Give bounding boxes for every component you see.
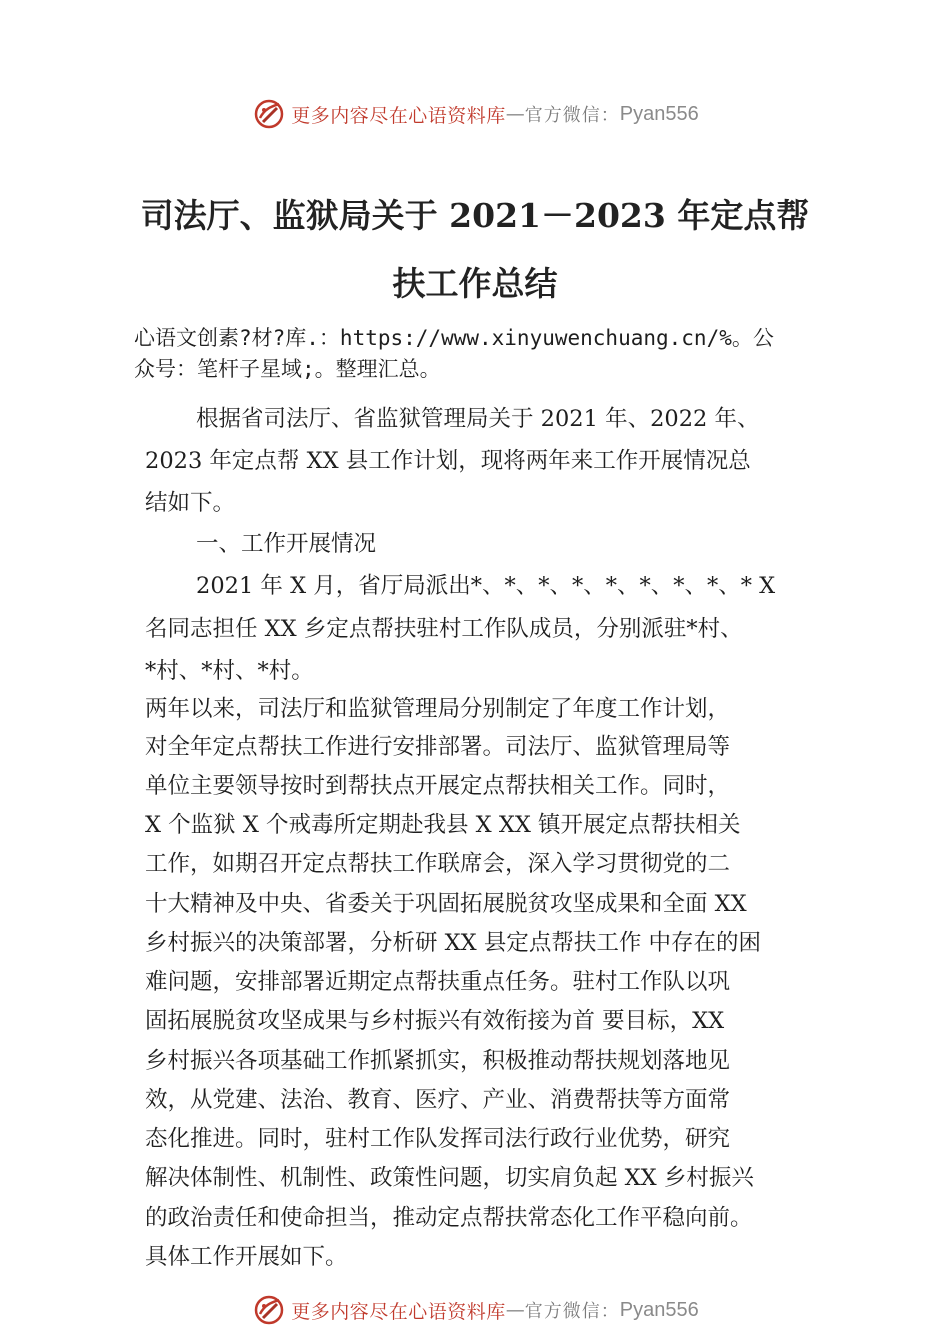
body-line: *村、*村、*村。 xyxy=(145,658,314,684)
body-line: 具体工作开展如下。 xyxy=(145,1244,348,1270)
body-line: 解决体制性、机制性、政策性问题，切实肩负起 XX 乡村振兴 xyxy=(145,1165,754,1191)
body-line: 结如下。 xyxy=(145,490,236,516)
body-line: 对全年定点帮扶工作进行安排部署。司法厅、监狱管理局等 xyxy=(145,734,731,760)
document-title-line-1: 司法厅、监狱局关于 2021－2023 年定点帮 xyxy=(140,196,810,235)
banner-dash: — xyxy=(505,103,525,125)
brand-logo-icon xyxy=(251,96,287,132)
body-line: 固拓展脱贫攻坚成果与乡村振兴有效衔接为首 要目标，XX xyxy=(145,1008,725,1034)
header-watermark-banner xyxy=(0,92,950,136)
body-line: 2021 年 X 月，省厅局派出*、*、*、*、*、*、*、*、* X xyxy=(196,573,776,599)
body-line: 的政治责任和使命担当，推动定点帮扶常态化工作平稳向前。 xyxy=(145,1205,753,1231)
body-line: 两年以来，司法厅和监狱管理局分别制定了年度工作计划， xyxy=(145,696,731,722)
body-line: 工作，如期召开定点帮扶工作联席会，深入学习贯彻党的二 xyxy=(145,851,731,877)
brand-text: 更多内容尽在心语资料库 xyxy=(291,104,506,127)
wechat-id: Pyan556 xyxy=(619,102,699,125)
body-line: 难问题，安排部署近期定点帮扶重点任务。驻村工作队以巩 xyxy=(145,969,731,995)
body-line: 名同志担任 XX 乡定点帮扶驻村工作队成员，分别派驻*村、 xyxy=(145,616,743,642)
section-heading: 一、工作开展情况 xyxy=(196,531,377,557)
source-line-1: 心语文创素?材?库.：https://www.xinyuwenchuang.cn/%。公 xyxy=(134,326,774,350)
body-line: 根据省司法厅、省监狱管理局关于 2021 年、2022 年、 xyxy=(196,406,760,432)
source-line-2: 众号：笔杆子星域;。整理汇总。 xyxy=(134,357,441,381)
body-line: 乡村振兴各项基础工作抓紧抓实，积极推动帮扶规划落地见 xyxy=(145,1048,731,1074)
footer-watermark-banner xyxy=(0,1288,950,1332)
body-line: 效，从党建、法治、教育、医疗、产业、消费帮扶等方面常 xyxy=(145,1087,731,1113)
wechat-label: 官方微信： xyxy=(524,1301,620,1322)
body-line: 十大精神及中央、省委关于巩固拓展脱贫攻坚成果和全面 XX xyxy=(145,891,747,917)
body-line: X 个监狱 X 个戒毒所定期赴我县 X XX 镇开展定点帮扶相关 xyxy=(145,812,741,838)
body-line: 乡村振兴的决策部署，分析研 XX 县定点帮扶工作 中存在的困 xyxy=(145,930,761,956)
document-title-line-2: 扶工作总结 xyxy=(392,264,558,303)
body-line: 态化推进。同时，驻村工作队发挥司法行政行业优势，研究 xyxy=(145,1126,731,1152)
brand-logo-icon xyxy=(251,1292,287,1328)
wechat-label: 官方微信： xyxy=(524,105,620,126)
body-line: 单位主要领导按时到帮扶点开展定点帮扶相关工作。同时， xyxy=(145,773,731,799)
wechat-id: Pyan556 xyxy=(619,1298,699,1321)
brand-text: 更多内容尽在心语资料库 xyxy=(291,1300,506,1323)
banner-dash: — xyxy=(505,1299,525,1321)
body-line: 2023 年定点帮 XX 县工作计划，现将两年来工作开展情况总 xyxy=(145,448,751,474)
